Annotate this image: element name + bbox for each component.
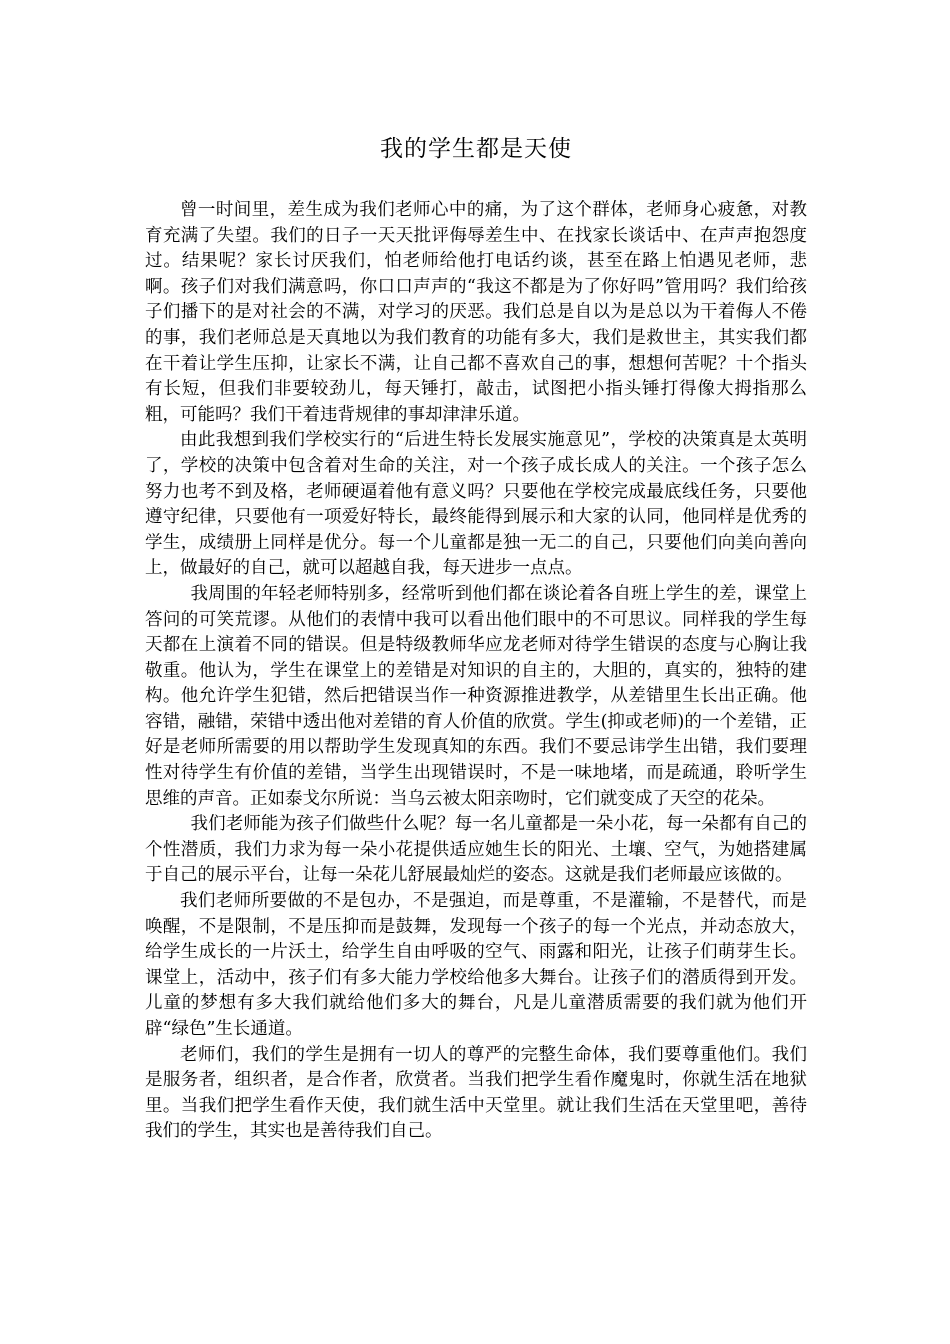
paragraph-1: 曾一时间里，差生成为我们老师心中的痛，为了这个群体，老师身心疲惫，对教育充满了失望。我们的日子一天天批评侮辱差生中、在找家长谈话中、在声声抱怨度过。结果呢？家长讨厌我们，怕老师给他打电话约谈，甚至在路上怕遇见老师，悲啊。孩子们对我们满意吗，你口口声声的“我这不都是为了你好吗”管用吗？我们给孩子们播下的是对社会的不满，对学习的厌恶。我们总是自以为是总以为干着侮人不倦的事，我们老师总是天真地以为我们教育的功能有多大，我们是救世主，其实我们都在干着让学生压抑，让家长不满，让自己都不喜欢自己的事，想想何苦呢？十个指头有长短，但我们非要较劲儿，每天锤打，敲击，试图把小指头锤打得像大拇指那么粗，可能吗？我们干着违背规律的事却津津乐道。 [145,200,807,425]
document-page [145,130,807,1145]
paragraph-4: 我们老师能为孩子们做些什么呢？每一名儿童都是一朵小花，每一朵都有自己的个性潜质，我们力求为每一朵小花提供适应她生长的阳光、土壤、空气，为她搭建属于自己的展示平台，让每一朵花儿舒展最灿烂的姿态。这就是我们老师最应该做的。 [145,814,807,886]
document-title: 我的学生都是天使 [380,136,572,162]
paragraph-2: 由此我想到我们学校实行的“后进生特长发展实施意见”，学校的决策真是太英明了，学校的决策中包含着对生命的关注，对一个孩子成长成人的关注。一个孩子怎么努力也考不到及格，老师硬逼着他有意义吗？只要他在学校完成最底线任务，只要他遵守纪律，只要他有一项爱好特长，最终能得到展示和大家的认同，他同样是优秀的学生，成绩册上同样是优分。每一个儿童都是独一无二的自己，只要他们向美向善向上，做最好的自己，就可以超越自我，每天进步一点点。 [145,430,807,579]
paragraph-3: 我周围的年轻老师特别多，经常听到他们都在谈论着各自班上学生的差，课堂上答问的可笑荒谬。从他们的表情中我可以看出他们眼中的不可思议。同样我的学生每天都在上演着不同的错误。但是特级教师华应龙老师对待学生错误的态度与心胸让我敬重。他认为，学生在课堂上的差错是对知识的自主的，大胆的，真实的，独特的建构。他允许学生犯错，然后把错误当作一种资源推进教学，从差错里生长出正确。他容错，融错，荣错中透出他对差错的育人价值的欣赏。学生(抑或老师)的一个差错，正好是老师所需要的用以帮助学生发现真知的东西。我们不要忌讳学生出错，我们要理性对待学生有价值的差错，当学生出现错误时，不是一味地堵，而是疏通，聆听学生思维的声音。正如泰戈尔所说：当乌云被太阳亲吻时，它们就变成了天空的花朵。 [145,583,807,809]
paragraph-6: 老师们，我们的学生是拥有一切人的尊严的完整生命体，我们要尊重他们。我们是服务者，组织者，是合作者，欣赏者。当我们把学生看作魔鬼时，你就生活在地狱里。当我们把学生看作天使，我们就生活中天堂里。就让我们生活在天堂里吧，善待我们的学生，其实也是善待我们自己。 [145,1044,807,1142]
paragraph-5: 我们老师所要做的不是包办，不是强迫，而是尊重，不是灌输，不是替代，而是唤醒，不是限制，不是压抑而是鼓舞，发现每一个孩子的每一个光点，并动态放大，给学生成长的一片沃土，给学生自由呼吸的空气、雨露和阳光，让孩子们萌芽生长。课堂上，活动中，孩子们有多大能力学校给他多大舞台。让孩子们的潜质得到开发。儿童的梦想有多大我们就给他们多大的舞台，凡是儿童潜质需要的我们就为他们开辟“绿色”生长通道。 [145,891,807,1039]
